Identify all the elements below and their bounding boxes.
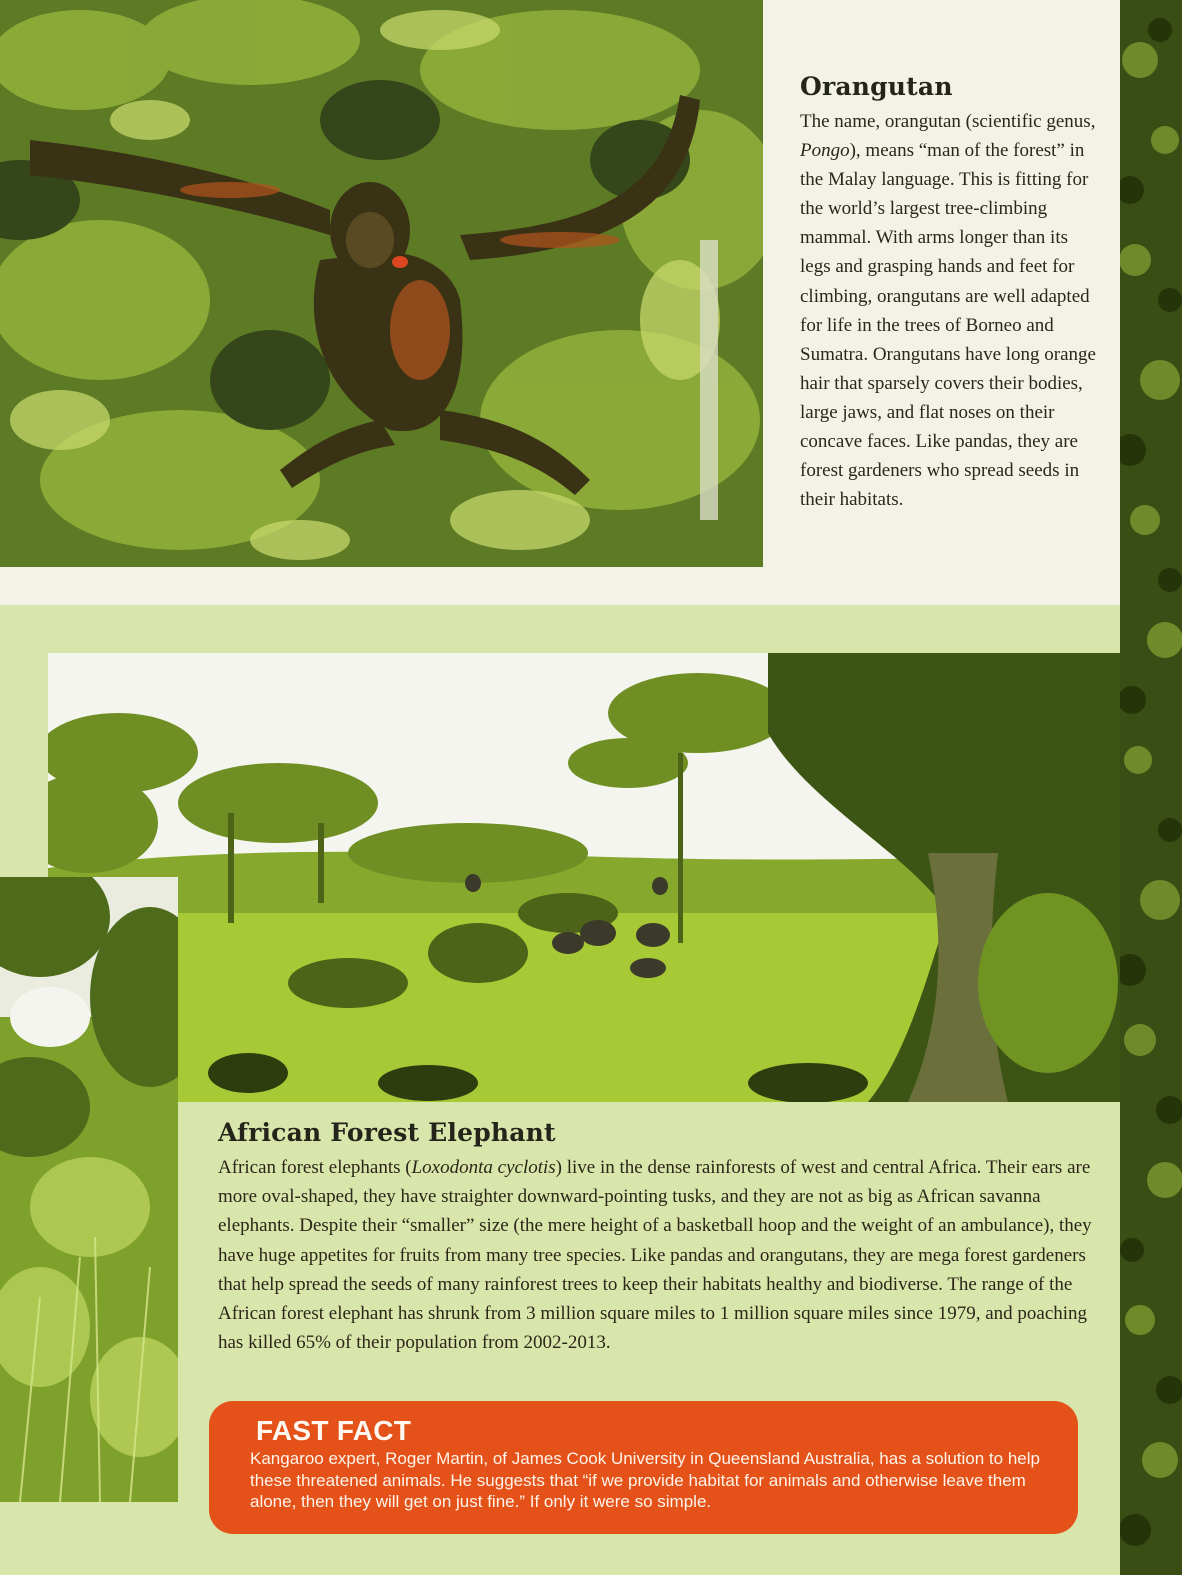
elephant-body [218, 1153, 1098, 1357]
elephant-heading: African Forest Elephant [218, 1118, 556, 1147]
fast-fact-box [209, 1401, 1078, 1534]
elephant-species: Loxodonta cyclotis [411, 1157, 556, 1178]
orangutan-genus: Pongo [800, 140, 850, 162]
orangutan-body-text-2: ), means “man of the forest” in the Malay language. This is fitting for the world’s largest tree-climbing mammal. With arms longer than its legs and grasping hands and feet for climbing, orangutans are well adapted for life in the trees of Borneo and Sumatra. Orangutans have long orange hair that sparsely covers their bodies, large jaws, and flat noses on their concave faces. Like pandas, they are forest gardeners who spread seeds in their habitats. [800, 140, 1096, 511]
orangutan-photo [0, 0, 763, 567]
fast-fact-title: FAST FACT [256, 1415, 412, 1446]
elephant-body-text-2: ) live in the dense rainforests of west and central Africa. Their ears are more oval-shaped, they have straighter downward-pointing tusks, and they are not as big as African savanna elephants. Despite their “smaller” size (the mere height of a basketball hoop and the weight of an ambulance), they have huge appetites for fruits from many tree species. Like pandas and orangutans, they are mega forest gardeners that help spread the seeds of many rainforest trees to keep their habitats healthy and biodiverse. The range of the African forest elephant has shrunk from 3 million square miles to 1 million square miles since 1979, and poaching has killed 65% of their population from 2002-2013. [218, 1157, 1092, 1354]
elephant-body-text-1: African forest elephants ( [218, 1157, 412, 1178]
orangutan-body-text-1: The name, orangutan (scientific genus, [800, 111, 1096, 132]
elephant-article [218, 1118, 1098, 1357]
rainforest-grass-photo [0, 877, 178, 1502]
foliage-border-strip [1120, 0, 1182, 1575]
orangutan-body [800, 107, 1100, 514]
fast-fact-text: Kangaroo expert, Roger Martin, of James Cook University in Queensland Australia, has a solution to help these threatened animals. He suggests that “if we provide habitat for animals and otherwise leave them alone, then they will get on just fine.” If only it were so simple. [250, 1449, 1040, 1511]
orangutan-article [800, 72, 1100, 514]
orangutan-heading: Orangutan [800, 72, 953, 101]
savanna-elephants-photo [48, 653, 1120, 1102]
